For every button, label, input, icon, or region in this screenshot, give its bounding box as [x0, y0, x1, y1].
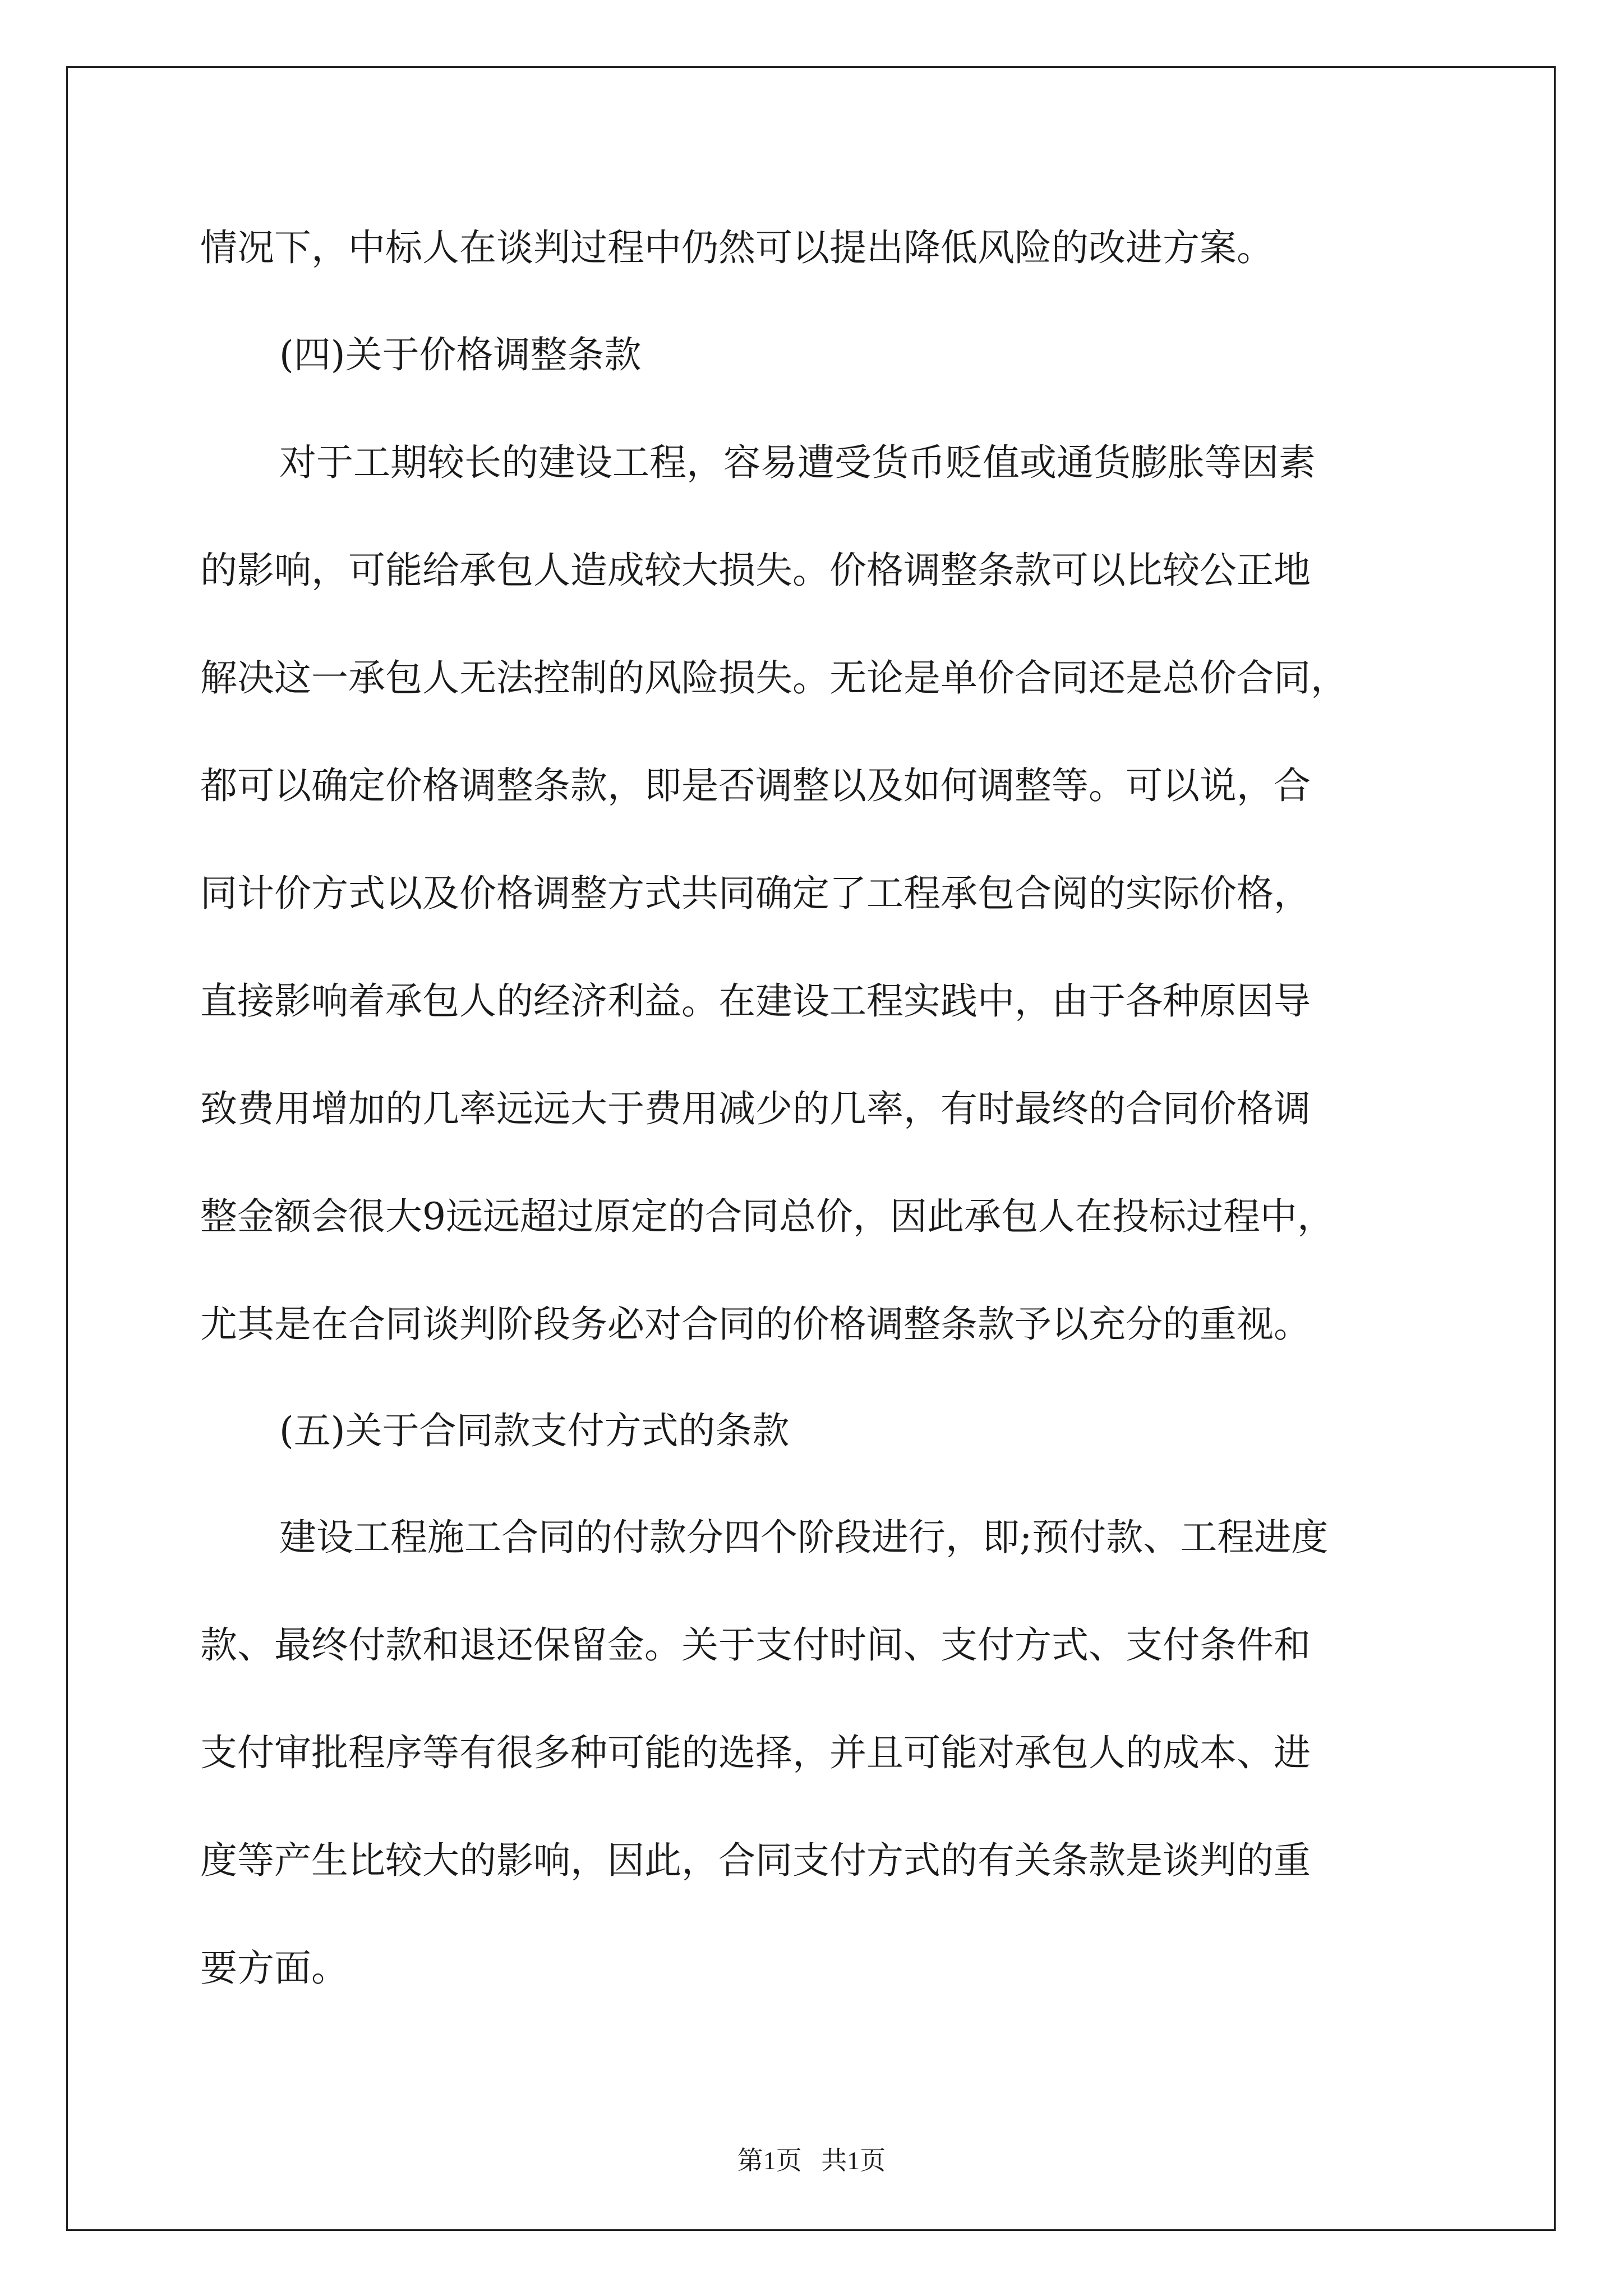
paragraph-first-line: 对于工期较长的建设工程，容易遭受货币贬值或通货膨胀等因素 — [279, 441, 1316, 484]
body-line: 支付审批程序等有很多种可能的选择，并且可能对承包人的成本、进 — [200, 1731, 1311, 1774]
body-line: 致费用增加的几率远远大于费用减少的几率，有时最终的合同价格调 — [200, 1087, 1311, 1130]
body-line: 同计价方式以及价格调整方式共同确定了工程承包合阅的实际价格， — [200, 872, 1311, 915]
body-line: 的影响，可能给承包人造成较大损失。价格调整条款可以比较公正地 — [200, 549, 1311, 592]
section-heading: (五)关于合同款支付方式的条款 — [279, 1409, 790, 1452]
body-line: 尤其是在合同谈判阶段务必对合同的价格调整条款予以充分的重视。 — [200, 1303, 1311, 1346]
section-heading: (四)关于价格调整条款 — [279, 333, 642, 376]
body-line: 情况下，中标人在谈判过程中仍然可以提出降低风险的改进方案。 — [200, 226, 1274, 269]
paragraph-first-line: 建设工程施工合同的付款分四个阶段进行，即;预付款、工程进度 — [279, 1516, 1329, 1559]
page-border — [66, 66, 1556, 2231]
body-line: 直接影响着承包人的经济利益。在建设工程实践中，由于各种原因导 — [200, 979, 1311, 1023]
body-line: 度等产生比较大的影响，因此，合同支付方式的有关条款是谈判的重 — [200, 1839, 1311, 1882]
body-line: 整金额会很大9远远超过原定的合同总价，因此承包人在投标过程中， — [200, 1195, 1334, 1238]
page-number: 第1页 共1页 — [737, 2146, 886, 2175]
body-line: 要方面。 — [200, 1947, 348, 1990]
body-line: 都可以确定价格调整条款，即是否调整以及如何调整等。可以说，合 — [200, 764, 1311, 807]
body-line: 解决这一承包人无法控制的风险损失。无论是单价合同还是总价合同， — [200, 656, 1348, 700]
body-line: 款、最终付款和退还保留金。关于支付时间、支付方式、支付条件和 — [200, 1623, 1311, 1667]
